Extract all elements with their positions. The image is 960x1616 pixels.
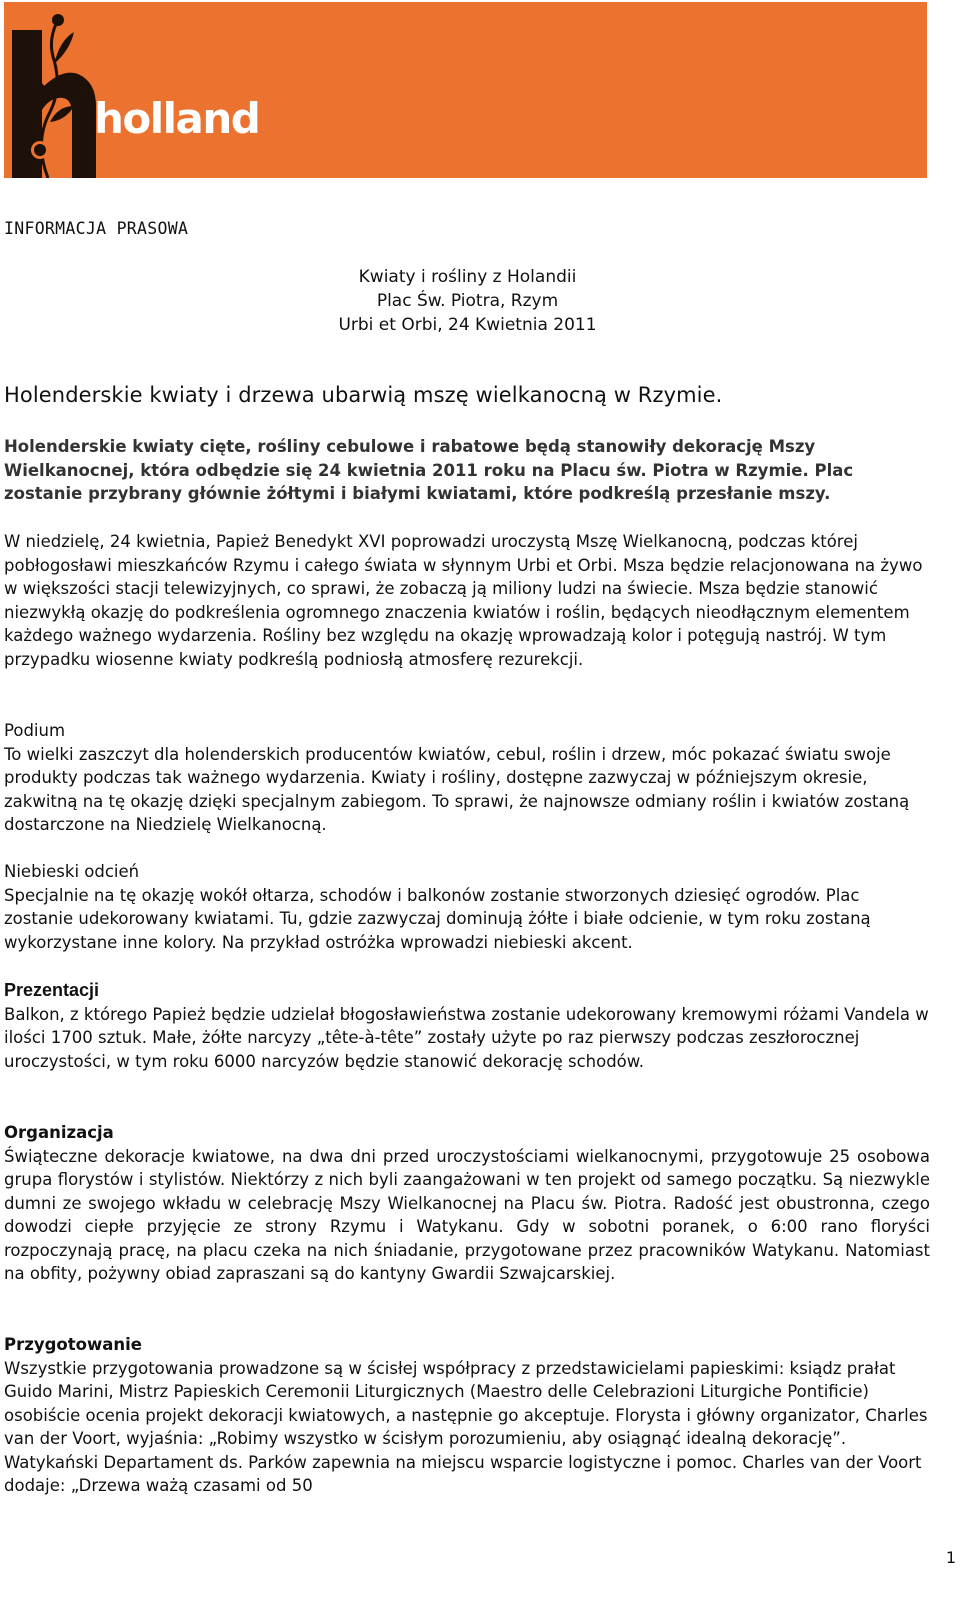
holland-banner bbox=[4, 2, 927, 178]
event-location: Plac Św. Piotra, Rzym bbox=[376, 291, 559, 311]
section-blue bbox=[4, 860, 930, 954]
section-podium bbox=[4, 719, 930, 837]
section-text: Wszystkie przygotowania prowadzone są w ścisłej współpracy z przedstawicielami papieskimi: ksiądz prałat Guido Marini, Mistrz Papieskich Ceremonii Liturgicznych (Maestro delle Celebrazioni Liturgiche Pontificie) osobiście ocenia projekt dekoracji kwiatowych, a następnie go akceptuje. Florysta i główny organizator, Charles van der Voort, wyjaśnia: „Robimy wszystko w ścisłym porozumieniu, aby osiągnąć idealną dekorację”. Watykański Departament ds. Parków zapewnia na miejscu wsparcie logistyczne i pomoc. Charles van der Voort dodaje: „Drzewa ważą czasami od 50 bbox=[4, 1358, 928, 1495]
section-title: Niebieski odcień bbox=[4, 862, 140, 881]
section-presentation bbox=[4, 979, 930, 1073]
document-label: INFORMACJA PRASOWA bbox=[4, 219, 189, 238]
page-number: 1 bbox=[945, 1548, 956, 1567]
event-date: Urbi et Orbi, 24 Kwietnia 2011 bbox=[338, 315, 597, 335]
lead-paragraph: Holenderskie kwiaty cięte, rośliny cebulowe i rabatowe będą stanowiły dekorację Mszy Wielkanocnej, która odbędzie się 24 kwietnia 2011 roku na Placu św. Piotra w Rzymie. Plac zostanie przybrany głównie żółtymi i białymi kwiatami, które podkreślą przesłanie mszy. bbox=[4, 437, 854, 503]
holland-logo-mark bbox=[4, 2, 927, 178]
section-preparation bbox=[4, 1333, 930, 1498]
holland-logo-text: holland bbox=[94, 94, 260, 143]
section-text: Specjalnie na tę okazję wokół ołtarza, schodów i balkonów zostanie stworzonych dziesięć ogrodów. Plac zostanie udekorowany kwiatami. Tu, gdzie zazwyczaj dominują żółte i białe odcienie, w tym roku zostaną wykorzystane inne kolory. Na przykład ostróżka wprowadzi niebieski akcent. bbox=[4, 885, 871, 952]
section-title: Organizacja bbox=[4, 1123, 114, 1142]
section-organization bbox=[4, 1121, 930, 1286]
section-title: Prezentacji bbox=[4, 980, 100, 1000]
section-title: Podium bbox=[4, 721, 66, 740]
intro-paragraph: W niedzielę, 24 kwietnia, Papież Benedykt XVI poprowadzi uroczystą Mszę Wielkanocną, podczas której pobłogosławi mieszkańców Rzymu i całego świata w słynnym Urbi et Orbi. Msza będzie relacjonowana na żywo w większości stacji telewizyjnych, co sprawi, że zobaczą ją miliony ludzi na świecie. Msza będzie stanowić niezwykłą okazję do podkreślenia ogromnego znaczenia kwiatów i roślin, będących nieodłącznym elementem każdego ważnego wydarzenia. Rośliny bez względu na okazję wprowadzają kolor i potęgują nastrój. W tym przypadku wiosenne kwiaty podkreślą podniosłą atmosferę rezurekcji. bbox=[4, 532, 923, 669]
section-text: Balkon, z którego Papież będzie udzielał błogosławieństwa zostanie udekorowany kremowymi różami Vandela w ilości 1700 sztuk. Małe, żółte narcyzy „tête-à-tête” zostały użyte po raz pierwszy podczas zeszłorocznej uroczystości, w tym roku 6000 narcyzów będzie stanowić dekorację schodów. bbox=[4, 1004, 929, 1071]
section-text: To wielki zaszczyt dla holenderskich producentów kwiatów, cebul, roślin i drzew, móc pokazać światu swoje produkty podczas tak ważnego wydarzenia. Kwiaty i rośliny, dostępne zazwyczaj w późniejszym okresie, zakwitną na tę okazję dzięki specjalnym zabiegom. To sprawi, że najnowsze odmiany roślin i kwiatów zostaną dostarczone na Niedzielę Wielkanocną. bbox=[4, 744, 910, 834]
event-info bbox=[0, 265, 935, 337]
section-title: Przygotowanie bbox=[4, 1335, 142, 1354]
section-text: Świąteczne dekoracje kwiatowe, na dwa dni przed uroczystościami wielkanocnymi, przygotowuje 25 osobowa grupa florystów i stylistów. Niektórzy z nich byli zaangażowani w ten projekt od samego początku. Są niezwykle dumni ze swojego wkładu w celebrację Mszy Wielkanocnej na Placu św. Piotra. Radość jest obustronna, czego dowodzi ciepłe przyjęcie ze strony Rzymu i Watykanu. Gdy w sobotni poranek, o 6:00 rano floryści rozpoczynają pracę, na placu czeka na nich śniadanie, przygotowane przez pracowników Watykanu. Natomiast na obfity, pożywny obiad zapraszani są do kantyny Gwardii Szwajcarskiej. bbox=[4, 1146, 930, 1283]
headline: Holenderskie kwiaty i drzewa ubarwią mszę wielkanocną w Rzymie. bbox=[4, 383, 723, 407]
event-title: Kwiaty i rośliny z Holandii bbox=[358, 267, 577, 287]
